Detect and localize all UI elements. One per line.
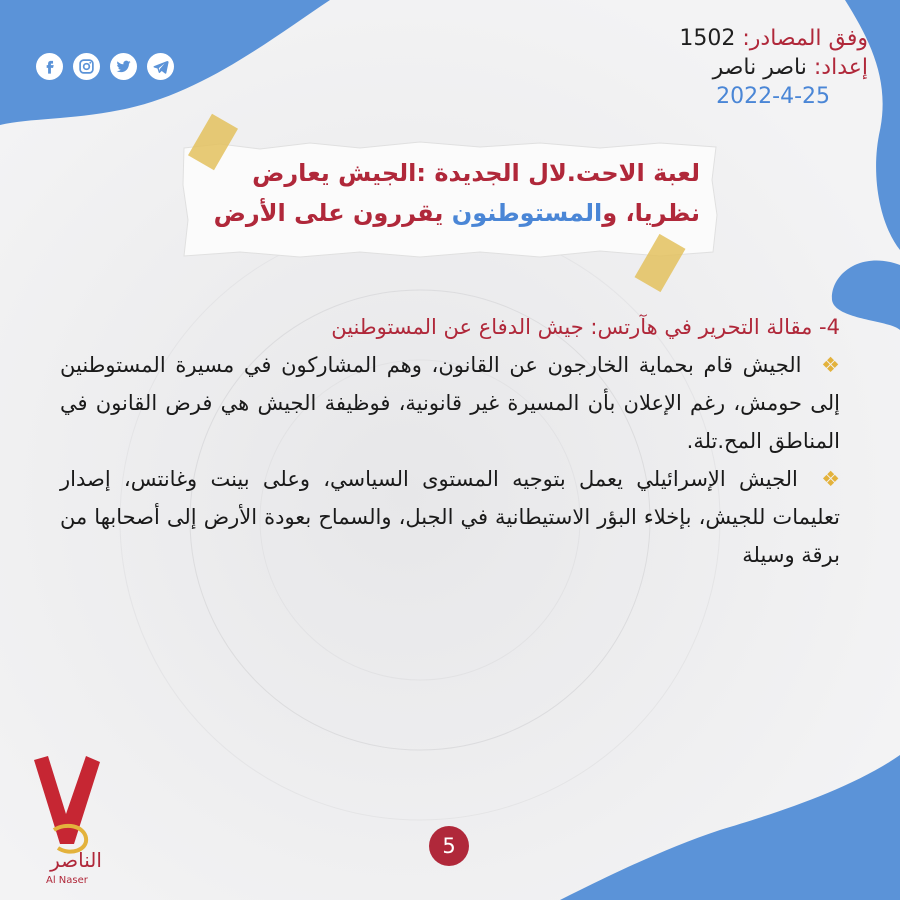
bullet-text: الجيش الإسرائيلي يعمل بتوجيه المستوى السياسي، وعلى بينت وغانتس، إصدار تعليمات للجيش، بإخلاء البؤر الاستيطانية في الجبل، والسماح بعودة الأرض إلى أصحابها من برقة وسيلة: [60, 467, 840, 567]
title-line-2-end: يقررون على الأرض: [213, 199, 452, 227]
logo-latin: Al Naser: [46, 875, 88, 886]
diamond-bullet-icon: ❖: [821, 353, 840, 377]
telegram-icon[interactable]: [147, 53, 174, 80]
instagram-icon[interactable]: [73, 53, 100, 80]
source-label: وفق المصادر:: [742, 26, 868, 51]
social-bar: [36, 53, 174, 80]
page-number: 5: [429, 826, 469, 866]
prepared-label: إعداد:: [813, 55, 868, 80]
page-title: [195, 153, 700, 233]
publish-date: 2022-4-25: [716, 84, 830, 109]
facebook-icon[interactable]: [36, 53, 63, 80]
bullet-paragraph: [60, 460, 840, 574]
article-content: [60, 308, 840, 574]
section-heading: 4- مقالة التحرير في هآرتس: جيش الدفاع عن المستوطنين: [331, 315, 840, 339]
logo-arabic: الناصر: [50, 848, 102, 872]
al-naser-logo: [26, 752, 116, 882]
prepared-value: ناصر ناصر: [712, 55, 807, 80]
title-line-2: [195, 193, 700, 233]
bullet-paragraph: [60, 346, 840, 460]
source-value: 1502: [679, 26, 736, 51]
title-line-2-start: نظريا، و: [602, 199, 700, 227]
title-highlight: المستوطنون: [451, 199, 603, 227]
bullet-text: الجيش قام بحماية الخارجون عن القانون، وهم المشاركون في مسيرة المستوطنين إلى حومش، رغم الإعلان بأن المسيرة غير قانونية، فوظيفة الجيش هي فرض القانون في المناطق المح.تلة.: [60, 353, 840, 453]
source-line: [679, 24, 868, 53]
prepared-line: [679, 53, 868, 82]
twitter-icon[interactable]: [110, 53, 137, 80]
title-line-1: لعبة الاحت.لال الجديدة :الجيش يعارض: [252, 159, 700, 187]
source-info: [679, 24, 868, 111]
diamond-bullet-icon: ❖: [821, 467, 841, 491]
